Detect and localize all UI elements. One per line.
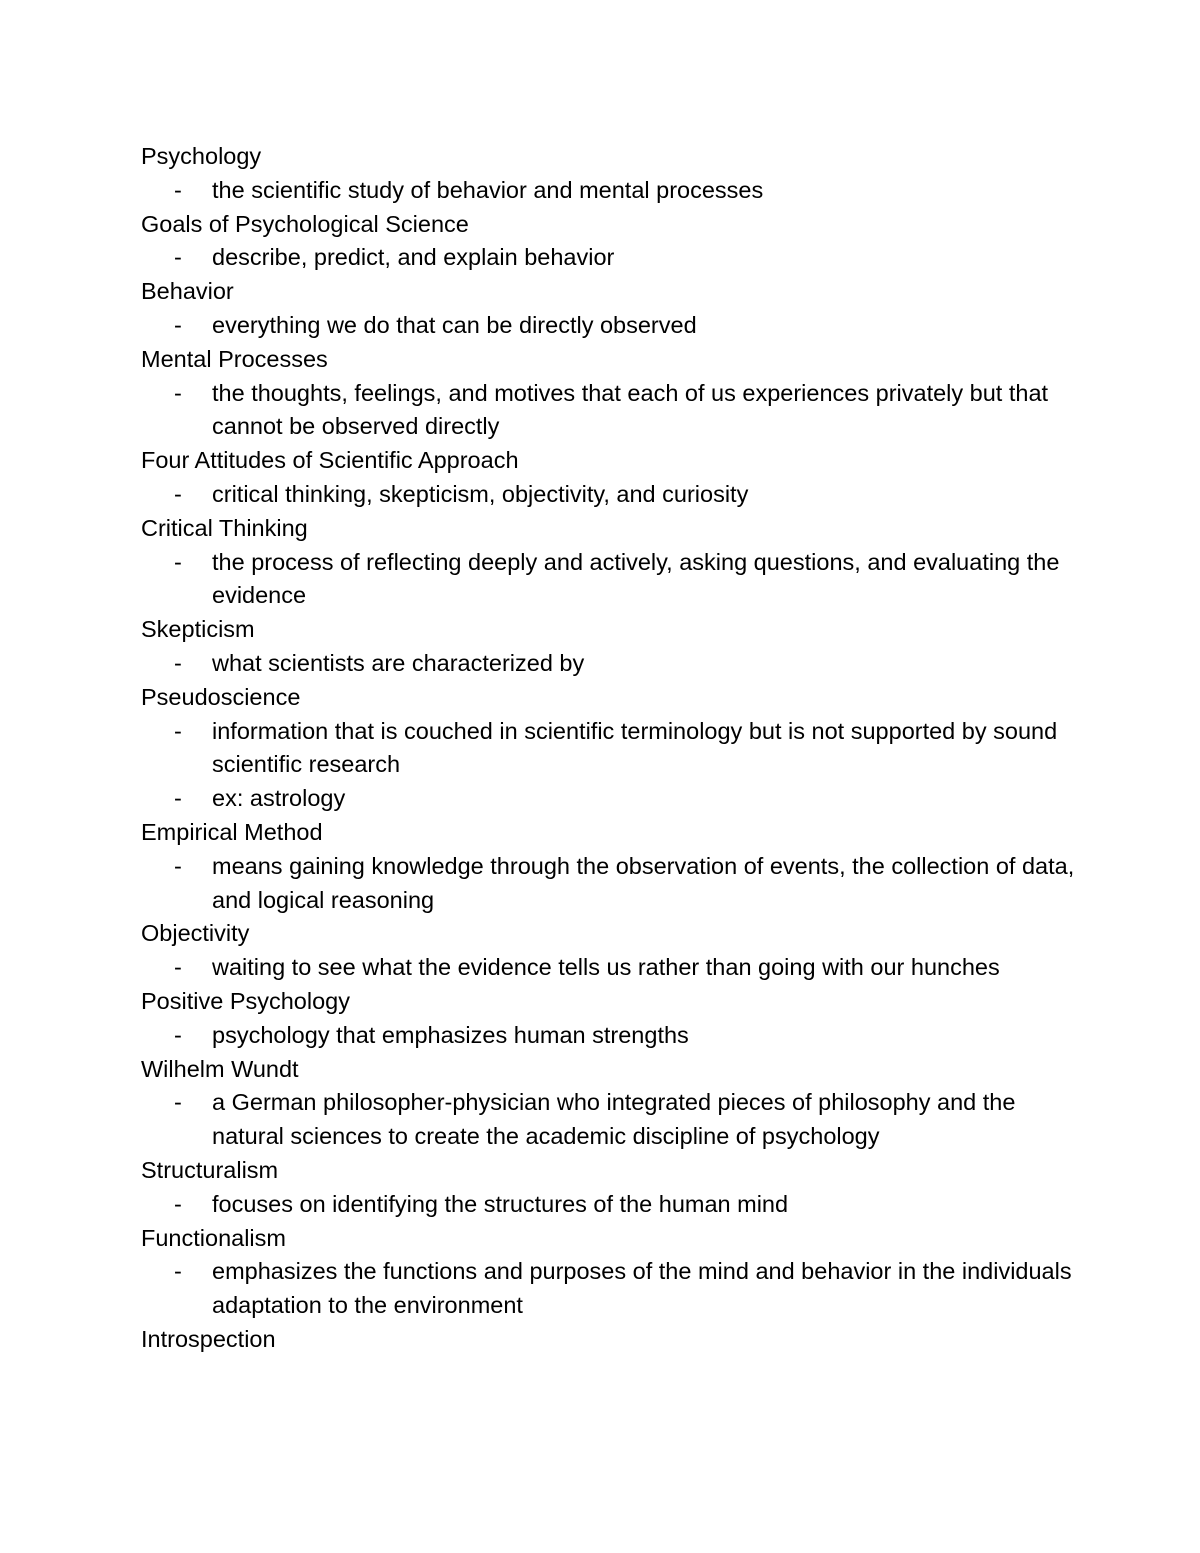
definition-text: psychology that emphasizes human strengths [212,1021,689,1048]
term-heading: Psychology [141,143,262,169]
term-heading: Skepticism [141,616,255,643]
term-heading: Goals of Psychological Science [141,210,469,237]
bullet-dash: - [174,244,182,271]
bullet-dash: - [174,717,182,744]
definition-item [141,174,1081,208]
term-heading: Empirical Method [141,818,323,845]
definition-text: means gaining knowledge through the observation of events, the collection of data, and logical reasoning [212,852,1075,913]
definition-text: describe, predict, and explain behavior [212,244,615,271]
definition-text: emphasizes the functions and purposes of the mind and behavior in the individuals adaptation to the environment [212,1258,1072,1319]
definition-text: the process of reflecting deeply and actively, asking questions, and evaluating the evidence [212,548,1060,609]
term-heading: Introspection [141,1325,276,1352]
term-heading: Behavior [141,278,234,305]
definition-item [141,715,1081,783]
term-heading: Mental Processes [141,345,328,372]
term-heading: Four Attitudes of Scientific Approach [141,447,519,474]
definition-item [141,546,1081,614]
bullet-dash: - [174,1190,182,1217]
bullet-dash: - [174,852,182,879]
definition-item [141,478,1081,512]
definition-item [141,1086,1081,1154]
definition-text: a German philosopher-physician who integrated pieces of philosophy and the natural sciences to create the academic discipline of psychology [212,1089,1016,1150]
definition-item [141,951,1081,985]
definition-item [141,377,1081,445]
bullet-dash: - [174,1258,182,1285]
definition-item [141,1188,1081,1222]
bullet-dash: - [174,785,182,812]
definition-item [141,850,1081,918]
bullet-dash: - [174,480,182,507]
bullet-dash: - [174,649,182,676]
bullet-dash: - [174,1021,182,1048]
definition-text: ex: astrology [212,785,346,812]
bullet-dash: - [174,548,182,575]
definition-item [141,309,1081,343]
definition-item [141,782,1081,816]
bullet-dash: - [174,311,182,338]
definition-item [141,241,1081,275]
bullet-dash: - [174,176,182,203]
term-heading: Structuralism [141,1156,279,1183]
bullet-dash: - [174,1089,182,1116]
term-heading: Critical Thinking [141,514,308,541]
definition-text: the scientific study of behavior and mental processes [212,176,764,203]
term-heading: Pseudoscience [141,683,301,710]
definition-text: focuses on identifying the structures of the human mind [212,1190,789,1217]
definition-item [141,1019,1081,1053]
definition-text: information that is couched in scientific terminology but is not supported by sound scientific research [212,717,1058,778]
term-heading: Wilhelm Wundt [141,1055,299,1082]
document-body [141,140,1081,1357]
definition-item [141,647,1081,681]
definition-text: critical thinking, skepticism, objectivity, and curiosity [212,480,749,507]
definition-text: what scientists are characterized by [212,649,585,676]
bullet-dash: - [174,954,182,981]
definition-text: the thoughts, feelings, and motives that each of us experiences privately but that cannot be observed directly [212,379,1049,440]
definition-text: everything we do that can be directly observed [212,311,697,338]
bullet-dash: - [174,379,182,406]
definition-text: waiting to see what the evidence tells us rather than going with our hunches [212,954,1000,981]
term-heading: Objectivity [141,920,250,947]
term-heading: Positive Psychology [141,987,350,1014]
term-heading: Functionalism [141,1224,286,1251]
definition-item [141,1255,1081,1323]
